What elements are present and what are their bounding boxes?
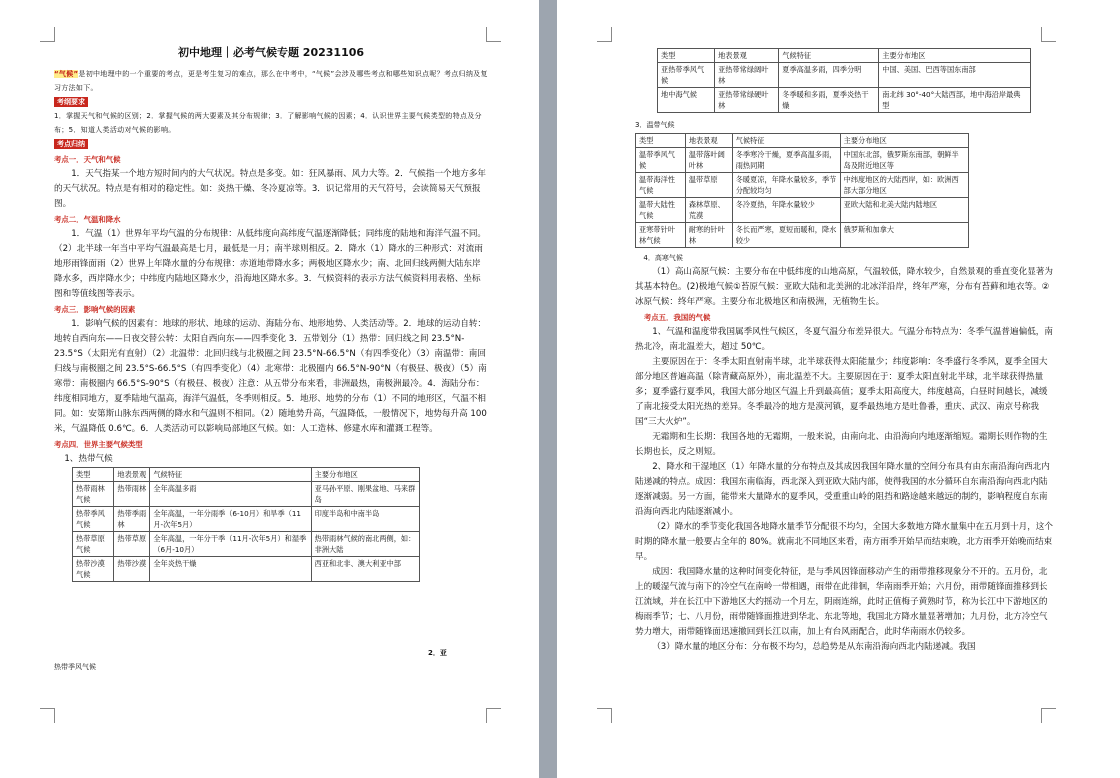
table-cell: 全年高温，一年分雨季（6-10月）和旱季（11月-次年5月） <box>150 507 311 532</box>
paragraph: 2、降水和干湿地区（1）年降水量的分布特点及其成因我国年降水量的空间分布具有由东南沿海向西北内陆递减的特点。成因：我国东南临海，西北深入到亚欧大陆内部，使得我国的水分循环自东南沿海向西北内陆逐渐减弱。另一方面，能带来大量降水的夏季风，受重重山岭的阻挡和路途越来越远的制约，影响程度自东南沿海向西北内陆逐渐减小。 <box>635 462 1050 517</box>
table-cell: 亚寒带针叶林气候 <box>636 222 686 247</box>
table-cell: 耐寒的针叶林 <box>685 222 732 247</box>
table-cell: 热带草原 <box>114 532 150 557</box>
paragraph: 无霜期和生长期：我国各地的无霜期，一般来说，由南向北、由沿海向内地逐渐缩短。霜期长则作物的生长期也长，反之则短。 <box>635 432 1048 457</box>
table-header-cell: 主要分布地区 <box>311 468 419 482</box>
table-header-cell: 类型 <box>73 468 114 482</box>
section-tag-requirements: 考纲要求 <box>54 97 88 107</box>
table-cell: 西亚和北非、澳大利亚中部 <box>311 557 419 582</box>
table-cell: 中国东北部，俄罗斯东南部，朝鲜半岛及附近地区等 <box>840 147 968 172</box>
table-header-cell: 类型 <box>658 49 715 63</box>
table-cell: 森林草原、荒漠 <box>685 197 732 222</box>
tropical-climate-table <box>72 467 420 582</box>
table-cell: 热带雨林气候的南北两侧，如：非洲大陆 <box>311 532 419 557</box>
table-cell: 冬长而严寒，夏短而暖和，降水较少 <box>732 222 840 247</box>
crop-mark <box>597 708 612 723</box>
table-cell: 冬季暖和多雨，夏季炎热干燥 <box>779 88 879 113</box>
subheading: 4．高寒气候 <box>643 253 683 262</box>
intro-highlight: “气候” <box>54 70 79 78</box>
table-header-row <box>658 49 1031 63</box>
section-heading: 考点一．天气和气候 <box>54 155 121 164</box>
crop-mark <box>486 27 501 42</box>
table-cell: 中国、美国、巴西等国东南部 <box>879 63 1031 88</box>
table-row <box>73 532 420 557</box>
table-header-cell: 地表景观 <box>114 468 150 482</box>
document-page-2 <box>557 0 1120 778</box>
section-heading: 考点五．我国的气候 <box>643 313 711 322</box>
table-cell: 亚欧大陆和北美大陆内陆地区 <box>840 197 968 222</box>
section-heading: 考点二．气温和降水 <box>54 215 121 224</box>
table-row <box>636 222 969 247</box>
table-header-cell: 气候特征 <box>732 133 840 147</box>
paragraph: 成因：我国降水量的这种时间变化特征，是与季风因锋面移动产生的雨带推移现象分不开的。五月份，北上的暖湿气流与南下的冷空气在南岭一带相遇，雨带在此徘徊，华南雨季开始；六月份，雨带随锋面推移到长江流域，并在长江中下游地区大约摇动一个月左，阴雨连绵，此时正值梅子黄熟时节，称为长江中下游地区的梅雨季节；七、八月份，雨带随锋面推进到华北、东北等地，我国北方降水量显著增加；九月份，北方冷空气势力增大，雨带随锋面迅速撤回到长江以南，加上有台风雨配合，此时华南雨水仍较多。 <box>635 567 1048 637</box>
table-cell: 冬暖夏凉，年降水量较多，季节分配较均匀 <box>732 172 840 197</box>
table-header-cell: 类型 <box>636 133 686 147</box>
table-cell: 亚马孙平原、刚果盆地、马来群岛 <box>311 482 419 507</box>
paragraph: 1．天气指某一个地方短时间内的大气状况。特点是多变。如：狂风暴雨、风力大等。2．气候指一个地方多年的天气状况。特点是有相对的稳定性。如：炎热干燥、冬冷夏凉等。3．识记常用的天气符号，会读简易天气预报图。 <box>54 169 487 209</box>
table-header-cell: 地表景观 <box>715 49 779 63</box>
continuation-text: 2．亚 <box>428 649 447 657</box>
page-1-body <box>54 44 488 582</box>
page-2-body <box>635 48 1055 655</box>
table-cell: 热带草原气候 <box>73 532 114 557</box>
section-tag-summary: 考点归纳 <box>54 139 88 149</box>
paragraph: （2）降水的季节变化我国各地降水量季节分配很不均匀，全国大多数地方降水量集中在五月到十月，这个时期的降水量一般要占全年的 80%。就南北不同地区来看，南方雨季开始早而结束晚，北方雨季开始晚而结束早。 <box>635 522 1053 562</box>
table-row <box>658 88 1031 113</box>
intro-paragraph <box>54 68 488 95</box>
table-cell: 亚热带常绿硬叶林 <box>715 88 779 113</box>
table-header-cell: 主要分布地区 <box>840 133 968 147</box>
document-title: 初中地理｜必考气候专题 20231106 <box>177 46 365 59</box>
table-row <box>658 63 1031 88</box>
table-header-cell: 主要分布地区 <box>879 49 1031 63</box>
table-cell: 热带雨林气候 <box>73 482 114 507</box>
table-cell: 印度半岛和中南半岛 <box>311 507 419 532</box>
paragraph: （1）高山高原气候：主要分布在中低纬度的山地高原，气温较低，降水较少，自然景观的垂直变化显著为其基本特色。(2)极地气候①苔原气候：亚欧大陆和北美洲的北冰洋沿岸，终年严寒，分布有苔藓和地衣等。②冰原气候：终年严寒。主要分布北极地区和南极洲，无植物生长。 <box>635 267 1053 307</box>
table-cell: 温带草原 <box>685 172 732 197</box>
crop-mark <box>40 708 55 723</box>
intro-text: 是初中地理中的一个重要的考点，更是考生复习的难点，那么在中考中，“气候”会涉及哪些考点和哪些知识点呢？考点归纳及复习方法如下。 <box>54 70 488 92</box>
table-row <box>636 172 969 197</box>
table-row <box>73 507 420 532</box>
table-cell: 冬季寒冷干燥，夏季高温多雨，雨热同期 <box>732 147 840 172</box>
crop-mark <box>486 708 501 723</box>
requirements-text: 1．掌握天气和气候的区别；2．掌握气候的两大要素及其分布规律；3．了解影响气候的因素；4．认识世界主要气候类型的特点及分布；5．知道人类活动对气候的影响。 <box>54 112 482 134</box>
table-row <box>73 557 420 582</box>
page-gap <box>539 0 557 778</box>
paragraph: 1、气温和温度带我国属季风性气候区，冬夏气温分布差异很大。气温分布特点为：冬季气温普遍偏低，南热北冷，南北温差大，超过 50℃。 <box>635 327 1053 352</box>
table-cell: 俄罗斯和加拿大 <box>840 222 968 247</box>
table-cell: 温带季风气候 <box>636 147 686 172</box>
table-cell: 夏季高温多雨，四季分明 <box>779 63 879 88</box>
table-cell: 亚热带常绿阔叶林 <box>715 63 779 88</box>
section-heading: 考点三．影响气候的因素 <box>54 305 136 314</box>
crop-mark <box>597 27 612 42</box>
table-header-row <box>636 133 969 147</box>
table-cell: 热带沙漠 <box>114 557 150 582</box>
table-cell: 南北纬 30°-40°大陆西部，地中海沿岸最典型 <box>879 88 1031 113</box>
table-row <box>636 197 969 222</box>
crop-mark <box>1041 708 1056 723</box>
paragraph: （3）降水量的地区分布：分布极不均匀，总趋势是从东南沿海向西北内陆递减。我国 <box>652 642 976 652</box>
table-cell: 全年高温多雨 <box>150 482 311 507</box>
page-footer-text: 热带季风气候 <box>54 663 96 671</box>
temperate-climate-table <box>635 133 969 248</box>
table-cell: 地中海气候 <box>658 88 715 113</box>
table-cell: 温带落叶阔叶林 <box>685 147 732 172</box>
table-cell: 热带季雨林 <box>114 507 150 532</box>
paragraph: 1．影响气候的因素有：地球的形状、地球的运动、海陆分布、地形地势、人类活动等。2．地球的运动自转：地转自西向东——日夜交替公转：太阳自西向东——四季变化 3．五带划分（1）热带：回归线之间 23.5°N-23.5°S（太阳光有直射）（2）北温带：北回归线与北极圈之间 23.5°N-66.5°N（有四季变化）（3）南温带：南回归线与南极圈之间 23.5°S-66.5°S（有四季变化）（4）北寒带：北极圈内 66.5°N-90°N（有极昼、极夜）（5）南寒带：南极圈内 66.5°S-90°S（有极昼、极夜）注意：从五带分布来看，非洲最热，南极洲最冷。4．海陆分布：纬度相同地方，夏季陆地气温高，海洋气温低，冬季则相反。5．地形、地势的分布（1）不同的地形区，气温不相同。如：安第斯山脉东西两侧的降水和气温则不相同。（2）随地势升高，气温降低，一般情况下，地势每升高 100 米，气温降低 0.6℃。6．人类活动可以影响局部地区气候。如：人工造林、修建水库和灌溉工程等。 <box>54 319 487 434</box>
table-cell: 冬冷夏热，年降水量较少 <box>732 197 840 222</box>
crop-mark <box>1041 27 1056 42</box>
table-cell: 热带季风气候 <box>73 507 114 532</box>
paragraph: 1．气温（1）世界年平均气温的分布规律：从低纬度向高纬度气温逐渐降低；同纬度的陆地和海洋气温不同。（2）北半球一年当中平均气温最高是七月，最低是一月；南半球则相反。2．降水（1）降水的三种形式：对流雨地形雨锋面雨（2）世界上年降水量的分布规律：赤道地带降水多；两极地区降水少；南、北回归线两侧大陆东岸降水多，西岸降水少；中纬度内陆地区降水少，沿海地区降水多。3．气候资料的表示方法气候资料用表格、坐标图和等值线图等表示。 <box>54 229 487 299</box>
section-heading: 考点四．世界主要气候类型 <box>54 440 143 449</box>
table-cell: 全年高温，一年分干季（11月-次年5月）和湿季（6月-10月） <box>150 532 311 557</box>
subheading: 1、热带气候 <box>64 454 113 464</box>
table-cell: 全年炎热干燥 <box>150 557 311 582</box>
table-header-cell: 气候特征 <box>150 468 311 482</box>
table-cell: 温带大陆性气候 <box>636 197 686 222</box>
table-cell: 热带雨林 <box>114 482 150 507</box>
document-page-1 <box>0 0 539 778</box>
table-header-row <box>73 468 420 482</box>
table-row <box>636 147 969 172</box>
table-header-cell: 气候特征 <box>779 49 879 63</box>
table-cell: 温带海洋性气候 <box>636 172 686 197</box>
subheading: 3．温带气候 <box>635 121 675 129</box>
table-cell: 热带沙漠气候 <box>73 557 114 582</box>
paragraph: 主要原因在于：冬季太阳直射南半球，北半球获得太阳能量少；纬度影响：冬季盛行冬季风，夏季全国大部分地区普遍高温（除青藏高原外），南北温差不大。主要原因在于：夏季太阳直射北半球，北半球获得热量多；夏季盛行夏季风，我国大部分地区气温上升到最高值；夏季太阳高度大，纬度越高，白昼时间越长，减缓了南北接受太阳光热的差异。冬季最冷的地方是漠河镇，夏季最热地方是吐鲁番，重庆、武汉、南京号称我国“三大火炉”。 <box>635 357 1048 427</box>
table-row <box>73 482 420 507</box>
subtropical-climate-table <box>657 48 1031 113</box>
table-cell: 亚热带季风气候 <box>658 63 715 88</box>
table-header-cell: 地表景观 <box>685 133 732 147</box>
crop-mark <box>40 27 55 42</box>
table-cell: 中纬度地区的大陆西岸，如：欧洲西部大部分地区 <box>840 172 968 197</box>
